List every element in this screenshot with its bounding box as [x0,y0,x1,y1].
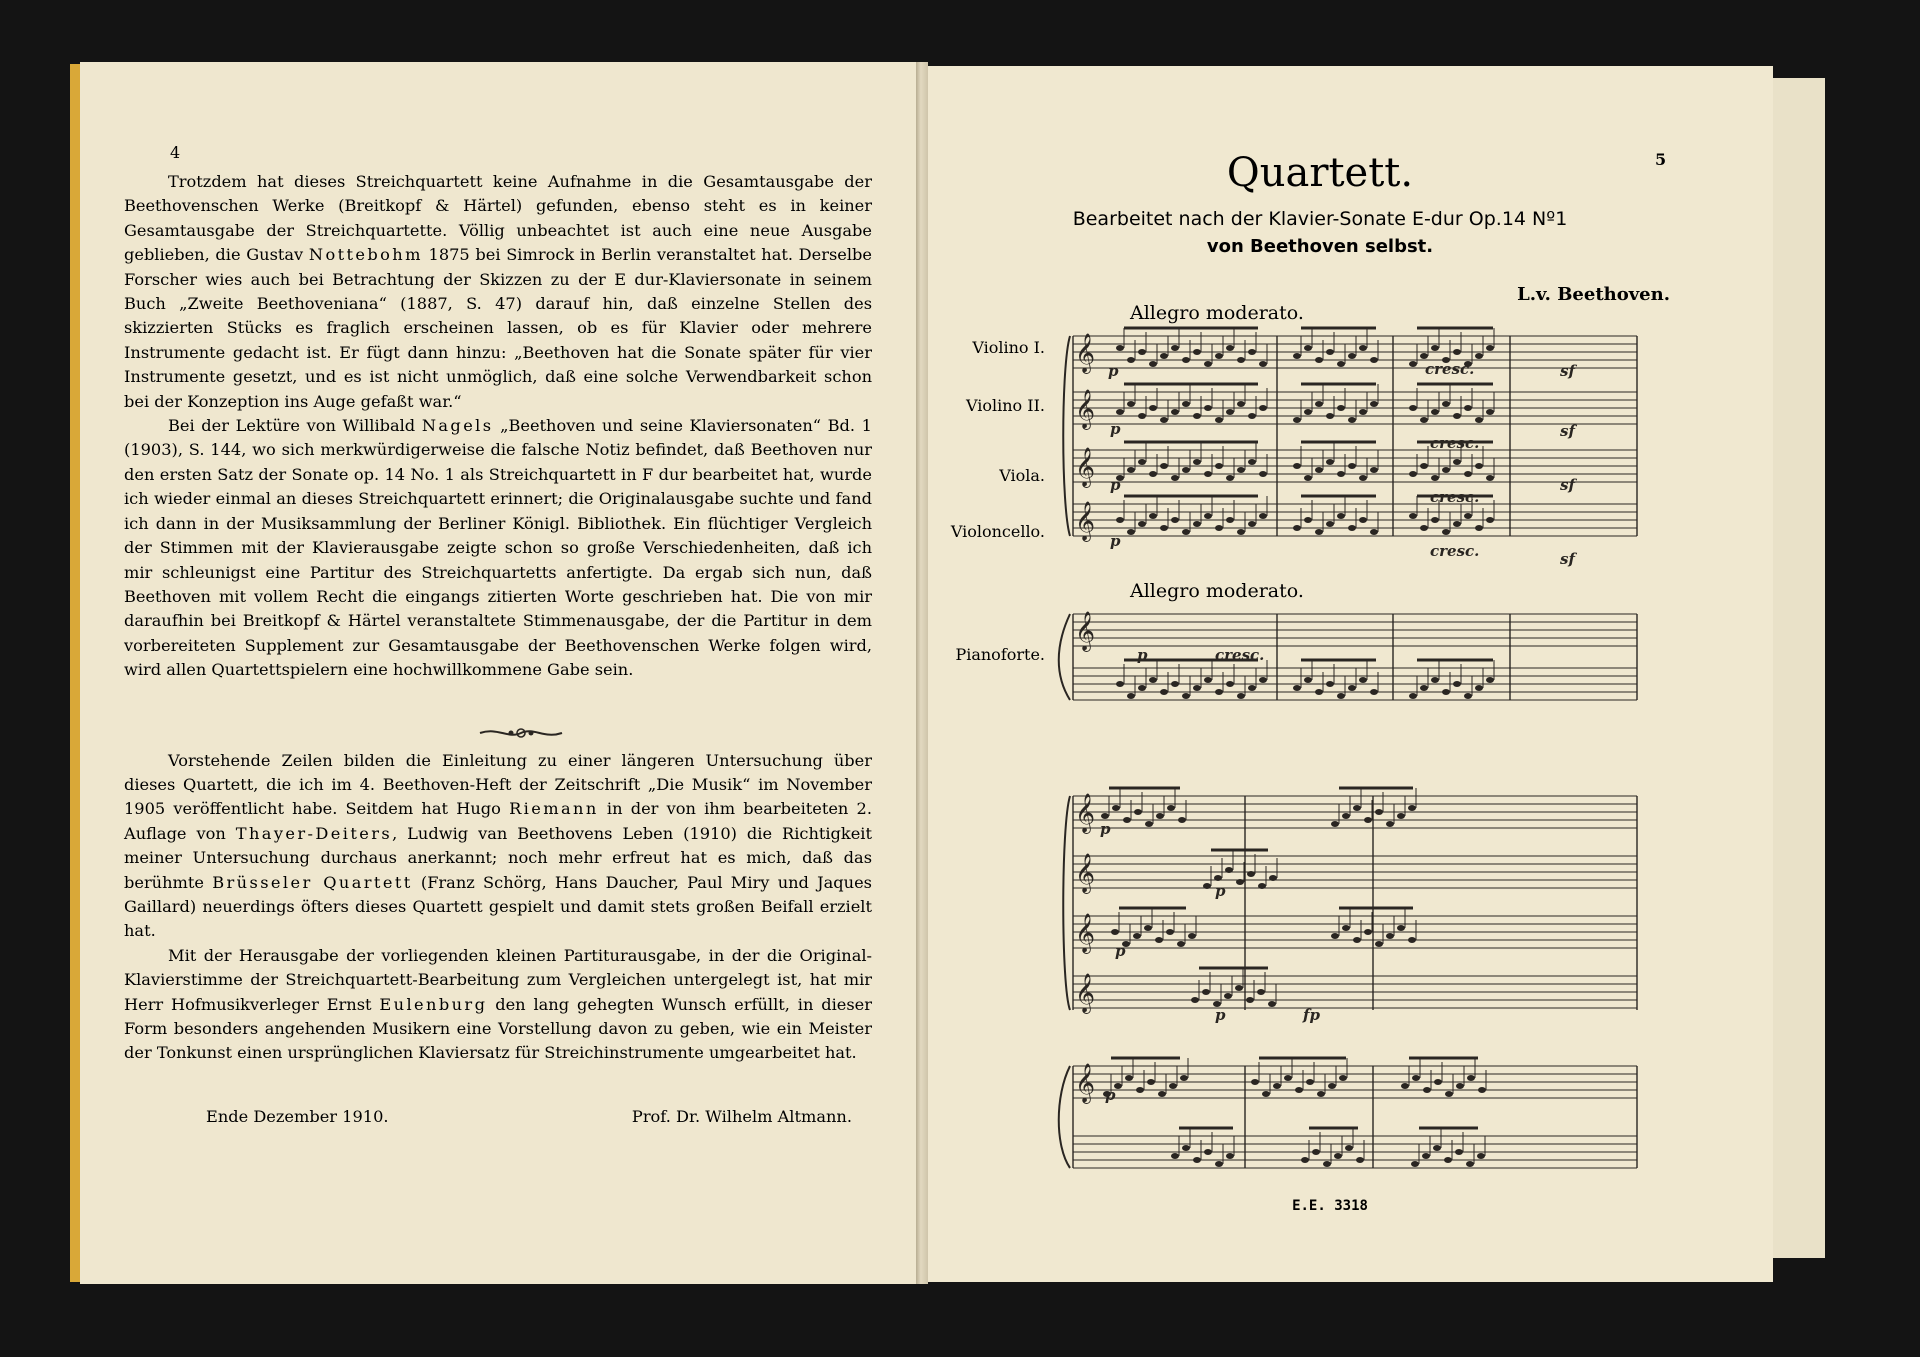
dynamic-sforzando: sf [1560,362,1575,380]
violin-1-b-m1-note [1112,805,1120,811]
viola-b-m2-note [1133,933,1141,939]
violin-2-m3-note [1475,417,1483,423]
clef-piano-treble: 𝄞 [1075,611,1096,651]
viola-b-m2-note [1155,937,1163,943]
clef-viola-b: 𝄞 [1075,913,1096,953]
piano-brace-b [1059,1066,1070,1168]
viola-m3-note [1486,475,1494,481]
piano-bass-b-m3-note [1433,1145,1441,1151]
cello-m1-note [1193,521,1201,527]
cello-b-m2-note [1257,989,1265,995]
piano-bass-b-m3-note [1411,1161,1419,1167]
viola-m3-note [1409,471,1417,477]
violin-1-m3-note [1409,361,1417,367]
piano-bass-b-m3-note [1444,1157,1452,1163]
paragraph: Vorstehende Zeilen bilden die Einleitung zu einer längeren Untersuchung über dieses Quartett, die ich im 4. Beethoven-Heft der Zeitschrift „Die Musik“ im November 1905 veröffentlicht habe. Seitdem hat Hugo Riemann in der von ihm bearbeiteten 2. Auflage von Thayer-Deiters, Ludwig van Beethovens Leben (1910) die Richtigkeit meiner Untersuchung durchaus anerkannt; noch mehr erfreut hat es mich, daß das berühmte Brüsseler Quartett (Franz Schörg, Hans Daucher, Paul Miry und Jaques Gaillard) neuerdings öfters dieses Quartett gespielt und damit stets großen Beifall erzielt hat. [124,750,872,941]
violin-1-m3-note [1475,353,1483,359]
plate-number: E.E. 3318 [1292,1198,1368,1214]
piano-bass-b-m2-note [1301,1157,1309,1163]
violin-1-m3-note [1453,349,1461,355]
piano-bass-m1-note [1138,685,1146,691]
viola-b-m3-note [1386,933,1394,939]
violin-2-m3-note [1464,405,1472,411]
piano-bass-m3-note [1431,677,1439,683]
violin-2-m3-note [1486,409,1494,415]
piano-bass-m2-note [1348,685,1356,691]
violin-1-m1-note [1127,357,1135,363]
piano-bass-m2-note [1359,677,1367,683]
dynamic-piano: p [1115,942,1126,960]
violin-2-m3-note [1453,413,1461,419]
dynamic-crescendo: cresc. [1425,360,1475,378]
piano-treble-b-m1-note [1180,1075,1188,1081]
viola-m2-note [1293,463,1301,469]
viola-b-m2-note [1188,933,1196,939]
viola-m1-note [1204,471,1212,477]
piano-treble-b-m2-note [1328,1083,1336,1089]
violin-2-b-m1-note [1214,875,1222,881]
viola-m2-note [1315,467,1323,473]
piano-bass-m1-note [1149,677,1157,683]
viola-b-m2-note [1177,941,1185,947]
cello-m1-note [1204,513,1212,519]
dynamic-piano: p [1110,532,1121,550]
piano-bass-m3-note [1453,681,1461,687]
piece-title: Quartett. [1226,150,1414,196]
violin-1-b-m1-note [1145,821,1153,827]
viola-m3-note [1420,463,1428,469]
clef-cello: 𝄞 [1075,501,1096,541]
piano-bass-m3-note [1409,693,1417,699]
cello-m3-note [1431,517,1439,523]
piano-bass-m1-note [1237,693,1245,699]
viola-m2-note [1359,475,1367,481]
cello-m3-note [1486,517,1494,523]
piano-treble-b-m1-note [1125,1075,1133,1081]
violin-2-b-m1-note [1258,883,1266,889]
composer-credit: L.v. Beethoven. [1517,284,1670,305]
piano-treble-b-m3-note [1423,1087,1431,1093]
violin-1-b-m3-note [1364,817,1372,823]
piano-treble-b-m3-note [1412,1075,1420,1081]
violin-1-m1-note [1259,361,1267,367]
violin-2-m2-note [1304,409,1312,415]
ornament-divider [478,723,564,743]
letter-date: Ende Dezember 1910. [206,1107,389,1126]
viola-m1-note [1226,475,1234,481]
piano-treble-b-m1-note [1169,1083,1177,1089]
piano-treble-b-m1-note [1147,1079,1155,1085]
piano-bass-m1-note [1160,689,1168,695]
piano-treble-b-m2-note [1273,1083,1281,1089]
piece-subtitle-author: von Beethoven selbst. [1206,236,1434,257]
viola-m1-note [1171,475,1179,481]
piano-bass-m2-note [1370,689,1378,695]
violin-1-b-m3-note [1331,821,1339,827]
clef-violin-1-b: 𝄞 [1075,793,1096,833]
violin-2-b-m1-note [1236,879,1244,885]
dynamic-sforzando: sf [1560,476,1575,494]
viola-b-m3-note [1331,933,1339,939]
violin-2-m1-note [1248,413,1256,419]
cello-m2-note [1337,513,1345,519]
piano-bass-m3-note [1486,677,1494,683]
instrument-label-viola: Viola. [999,466,1045,485]
cello-b-m2-note [1224,993,1232,999]
dynamic-crescendo: cresc. [1430,434,1480,452]
piano-treble-b-m2-note [1306,1079,1314,1085]
instrument-label-violin-2: Violino II. [965,396,1045,415]
cello-m3-note [1420,525,1428,531]
cello-m2-note [1326,521,1334,527]
clef-violin-2-b: 𝄞 [1075,853,1096,893]
dynamic-sforzando: sf [1560,550,1575,568]
cello-m2-note [1304,517,1312,523]
piano-bass-m1-note [1259,677,1267,683]
cello-m1-note [1171,517,1179,523]
viola-m1-note [1215,463,1223,469]
violin-1-b-m3-note [1408,805,1416,811]
violin-1-b-m1-note [1134,809,1142,815]
violin-2-m3-note [1442,401,1450,407]
violin-2-m3-note [1420,417,1428,423]
piano-treble-b-m2-note [1317,1091,1325,1097]
cello-m3-note [1453,521,1461,527]
violin-1-b-m1-note [1123,817,1131,823]
violin-1-m1-note [1237,357,1245,363]
piano-bass-b-m3-note [1455,1149,1463,1155]
violin-1-m3-note [1486,345,1494,351]
viola-b-m3-note [1353,937,1361,943]
piano-treble-b-m1-note [1158,1091,1166,1097]
piano-bass-m3-note [1464,693,1472,699]
violin-1-b-m3-note [1386,821,1394,827]
piano-bass-b-m2-note [1334,1153,1342,1159]
dynamic-sforzando: sf [1560,422,1575,440]
viola-b-m2-note [1144,925,1152,931]
violin-1-m1-note [1215,353,1223,359]
violin-1-m2-note [1293,353,1301,359]
clef-violin-2: 𝄞 [1075,389,1096,429]
cello-m3-note [1464,513,1472,519]
viola-m3-note [1475,463,1483,469]
piano-bass-b-m2-note [1312,1149,1320,1155]
violin-1-m2-note [1304,345,1312,351]
violin-1-b-m3-note [1342,813,1350,819]
violin-1-m2-note [1315,357,1323,363]
piano-treble-b-m3-note [1467,1075,1475,1081]
cello-m1-note [1138,521,1146,527]
violin-1-m1-note [1204,361,1212,367]
piano-bass-m1-note [1182,693,1190,699]
violin-1-m1-note [1149,361,1157,367]
viola-m1-note [1182,467,1190,473]
violin-1-m1-note [1171,345,1179,351]
violin-1-b-m1-note [1101,813,1109,819]
violin-2-m3-note [1431,409,1439,415]
piano-bass-b-m1-note [1171,1153,1179,1159]
cello-m1-note [1248,521,1256,527]
cello-m1-note [1259,513,1267,519]
violin-2-b-m1-note [1225,867,1233,873]
clef-violin-1: 𝄞 [1075,333,1096,373]
violin-2-m1-note [1193,413,1201,419]
viola-m3-note [1464,471,1472,477]
violin-2-m3-note [1409,405,1417,411]
viola-m1-note [1248,459,1256,465]
cello-m2-note [1370,529,1378,535]
cello-m1-note [1226,517,1234,523]
piano-bass-m3-note [1442,689,1450,695]
violin-1-m1-note [1116,345,1124,351]
viola-m3-note [1431,475,1439,481]
piano-bass-b-m1-note [1182,1145,1190,1151]
left-page-text [124,170,872,1066]
violin-2-b-m1-note [1247,871,1255,877]
piano-bass-m1-note [1171,681,1179,687]
violin-2-b-m1-note [1203,883,1211,889]
viola-m1-note [1160,463,1168,469]
violin-1-m2-note [1370,357,1378,363]
piano-bass-b-m2-note [1345,1145,1353,1151]
violin-1-m1-note [1248,349,1256,355]
clef-cello-b: 𝄞 [1075,973,1096,1013]
violin-2-b-m1-note [1269,875,1277,881]
violin-1-m2-note [1337,361,1345,367]
instrument-label-piano: Pianoforte. [955,645,1045,664]
dynamic-fortepiano: fp [1303,1006,1320,1024]
cello-m2-note [1348,525,1356,531]
piano-bass-b-m2-note [1356,1157,1364,1163]
dynamic-piano: p [1137,646,1148,664]
violin-2-m1-note [1237,401,1245,407]
piano-bass-m1-note [1215,689,1223,695]
violin-2-m1-note [1204,405,1212,411]
piano-treble-b-m3-note [1478,1087,1486,1093]
cello-b-m2-note [1246,997,1254,1003]
piano-bass-m1-note [1248,685,1256,691]
cello-m2-note [1359,517,1367,523]
viola-m1-note [1237,467,1245,473]
violin-2-m2-note [1370,401,1378,407]
violin-1-m1-note [1160,353,1168,359]
instrument-label-cello: Violoncello. [950,522,1045,541]
viola-m2-note [1304,475,1312,481]
dynamic-crescendo: cresc. [1215,646,1265,664]
piano-bass-m3-note [1420,685,1428,691]
cello-b-m2-note [1202,989,1210,995]
dynamic-piano: p [1105,1086,1116,1104]
cello-m1-note [1127,529,1135,535]
instrument-label-violin-1: Violino I. [972,338,1045,357]
piano-brace [1059,614,1070,700]
viola-m3-note [1453,459,1461,465]
violin-1-m2-note [1326,349,1334,355]
piano-bass-m2-note [1293,685,1301,691]
violin-2-m1-note [1259,405,1267,411]
violin-1-m1-note [1182,357,1190,363]
violin-1-m2-note [1348,353,1356,359]
piano-treble-b-m2-note [1295,1087,1303,1093]
violin-2-m2-note [1315,401,1323,407]
viola-m2-note [1337,471,1345,477]
violin-2-m1-note [1127,401,1135,407]
dynamic-piano: p [1110,420,1121,438]
piano-treble-b-m3-note [1456,1083,1464,1089]
cello-m3-note [1475,525,1483,531]
clef-viola: 𝄞 [1075,447,1096,487]
violin-1-b-m1-note [1167,805,1175,811]
cello-m1-note [1160,525,1168,531]
cello-m2-note [1315,529,1323,535]
piano-bass-m2-note [1326,681,1334,687]
paragraph: Trotzdem hat dieses Streichquartett keine Aufnahme in die Gesamtausgabe der Beethovenschen Werke (Breitkopf & Härtel) gefunden, ebenso steht es in keiner Gesamtausgabe der Streichquartette. Völlig unbeachtet ist auch eine neue Ausgabe geblieben, die Gustav Nottebohm 1875 bei Simrock in Berlin veranstaltet hat. Derselbe Forscher wies auch bei Betrachtung der Skizzen zu der E dur-Klaviersonate in seinem Buch „Zweite Beethoveniana“ (1887, S. 47) darauf hin, daß einzelne Stellen des skizzierten Stücks es fraglich erscheinen lassen, ob es für Klavier oder mehrere Instrumente gedacht ist. Er fügt dann hinzu: „Beethoven hat die Sonate später für vier Instrumente gesetzt, und es ist nicht unmöglich, daß eine solche Verwendbarkeit schon bei der Konzeption ins Auge gefaßt war.“ [124,172,872,411]
dynamic-piano: p [1110,476,1121,494]
piano-treble-b-m2-note [1284,1075,1292,1081]
viola-m1-note [1193,459,1201,465]
dynamic-crescendo: cresc. [1430,488,1480,506]
piano-bass-b-m1-note [1193,1157,1201,1163]
cello-b-m2-note [1191,997,1199,1003]
cello-m1-note [1237,529,1245,535]
piano-bass-b-m1-note [1204,1149,1212,1155]
viola-b-m2-note [1111,929,1119,935]
cello-b-m2-note [1235,985,1243,991]
violin-1-m1-note [1226,345,1234,351]
violin-2-m2-note [1348,417,1356,423]
piano-treble-b-m1-note [1136,1087,1144,1093]
viola-m1-note [1127,467,1135,473]
violin-1-m3-note [1420,353,1428,359]
viola-b-m3-note [1408,937,1416,943]
cello-m3-note [1442,529,1450,535]
violin-1-m1-note [1138,349,1146,355]
piano-treble-b-m2-note [1339,1075,1347,1081]
system-brace [1063,336,1070,536]
piano-bass-b-m3-note [1422,1153,1430,1159]
viola-m3-note [1442,467,1450,473]
violin-1-m3-note [1431,345,1439,351]
violin-2-m2-note [1326,413,1334,419]
viola-b-m2-note [1166,929,1174,935]
violin-2-m2-note [1337,405,1345,411]
viola-m2-note [1348,463,1356,469]
piano-treble-b-m3-note [1401,1083,1409,1089]
cello-m3-note [1409,513,1417,519]
tempo-marking-quartet: Allegro moderato. [1130,302,1304,324]
piano-bass-m2-note [1315,689,1323,695]
right-page-number: 5 [1655,150,1667,169]
viola-b-m3-note [1342,925,1350,931]
viola-b-m3-note [1397,925,1405,931]
piano-bass-b-m1-note [1215,1161,1223,1167]
dynamic-piano: p [1100,820,1111,838]
violin-2-m2-note [1293,417,1301,423]
violin-1-b-m1-note [1156,813,1164,819]
piano-treble-b-m3-note [1445,1091,1453,1097]
piano-bass-b-m3-note [1466,1161,1474,1167]
cello-b-m2-note [1268,1001,1276,1007]
piano-treble-b-m2-note [1251,1079,1259,1085]
dynamic-piano: p [1215,1006,1226,1024]
cello-m1-note [1116,517,1124,523]
dynamic-piano: p [1108,362,1119,380]
viola-b-m3-note [1375,941,1383,947]
paragraph: Bei der Lektüre von Willibald Nagels „Beethoven und seine Klaviersonaten“ Bd. 1 (1903), S. 144, wo sich merkwürdigerweise die falsche Notiz befindet, daß Beethoven nur den ersten Satz der Sonate op. 14 No. 1 als Streichquartett in F dur bearbeitet hat, wurde ich wieder einmal an dieses Streichquartett erinnert; die Originalausgabe suchte und fand ich dann in der Musiksammlung der Berliner Königl. Bibliothek. Ein flüchtiger Vergleich der Stimmen mit der Klavierausgabe zeigte schon so große Verschiedenheiten, daß ich mir schleunigst eine Partitur des Streichquartetts anfertigte. Da ergab sich nun, daß Beethoven mit vollem Recht die eingangs zitierten Worte geschrieben hat. Die von mir daraufhin bei Breitkopf & Härtel veranstaltete Stimmenausgabe, der die Partitur in dem vorbereiteten Supplement zur Gesamtausgabe der Beethovenschen Werke folgen wird, wird allen Quartettspielern eine hochwillkommene Gabe sein. [124,416,872,680]
piano-bass-m1-note [1226,681,1234,687]
system-brace-3 [1063,796,1070,1010]
violin-2-m1-note [1171,409,1179,415]
violin-2-m1-note [1215,417,1223,423]
piano-treble-b-m2-note [1262,1091,1270,1097]
piano-bass-b-m1-note [1226,1153,1234,1159]
dynamic-crescendo: cresc. [1430,542,1480,560]
piano-bass-b-m2-note [1323,1161,1331,1167]
viola-m2-note [1326,459,1334,465]
viola-m1-note [1259,471,1267,477]
violin-1-b-m3-note [1375,809,1383,815]
left-page-number: 4 [170,143,181,162]
viola-b-m3-note [1364,929,1372,935]
music-score [925,66,1773,1282]
piano-bass-m2-note [1337,693,1345,699]
piano-bass-m1-note [1116,681,1124,687]
violin-2-m1-note [1149,405,1157,411]
violin-2-m2-note [1359,409,1367,415]
cello-m1-note [1182,529,1190,535]
viola-m1-note [1149,471,1157,477]
piano-bass-b-m3-note [1477,1153,1485,1159]
tempo-marking-piano: Allegro moderato. [1130,580,1304,602]
violin-1-b-m3-note [1397,813,1405,819]
cello-m1-note [1149,513,1157,519]
violin-2-m1-note [1160,417,1168,423]
piano-bass-m1-note [1193,685,1201,691]
violin-2-m1-note [1182,401,1190,407]
piano-bass-m2-note [1304,677,1312,683]
dynamic-piano: p [1215,882,1226,900]
violin-1-m1-note [1193,349,1201,355]
cello-m2-note [1293,525,1301,531]
violin-1-b-m3-note [1353,805,1361,811]
violin-1-b-m1-note [1178,817,1186,823]
violin-2-m1-note [1226,409,1234,415]
violin-2-m1-note [1138,413,1146,419]
piano-bass-m1-note [1204,677,1212,683]
piano-bass-m1-note [1127,693,1135,699]
viola-m1-note [1138,459,1146,465]
violin-1-m2-note [1359,345,1367,351]
cello-m1-note [1215,525,1223,531]
viola-m2-note [1370,467,1378,473]
clef-piano-treble-b: 𝄞 [1075,1063,1096,1103]
piano-bass-m3-note [1475,685,1483,691]
violin-2-m1-note [1116,409,1124,415]
piece-subtitle: Bearbeitet nach der Klavier-Sonate E-dur Op.14 Nº1 [1072,208,1568,230]
piano-treble-b-m3-note [1434,1079,1442,1085]
letter-signature: Prof. Dr. Wilhelm Altmann. [631,1107,852,1126]
paragraph: Mit der Herausgabe der vorliegenden kleinen Partiturausgabe, in der die Original-Klavierstimme der Streichquartett-Bearbeitung zum Vergleichen untergelegt ist, hat mir Herr Hofmusikverleger Ernst Eulenburg den lang gehegten Wunsch erfüllt, in dieser Form besonders angehenden Musikern eine Vorstellung davon zu geben, wie ein Meister der Tonkunst einen ursprünglichen Klaviersatz für Streichinstrumente umgearbeitet hat. [124,945,872,1063]
